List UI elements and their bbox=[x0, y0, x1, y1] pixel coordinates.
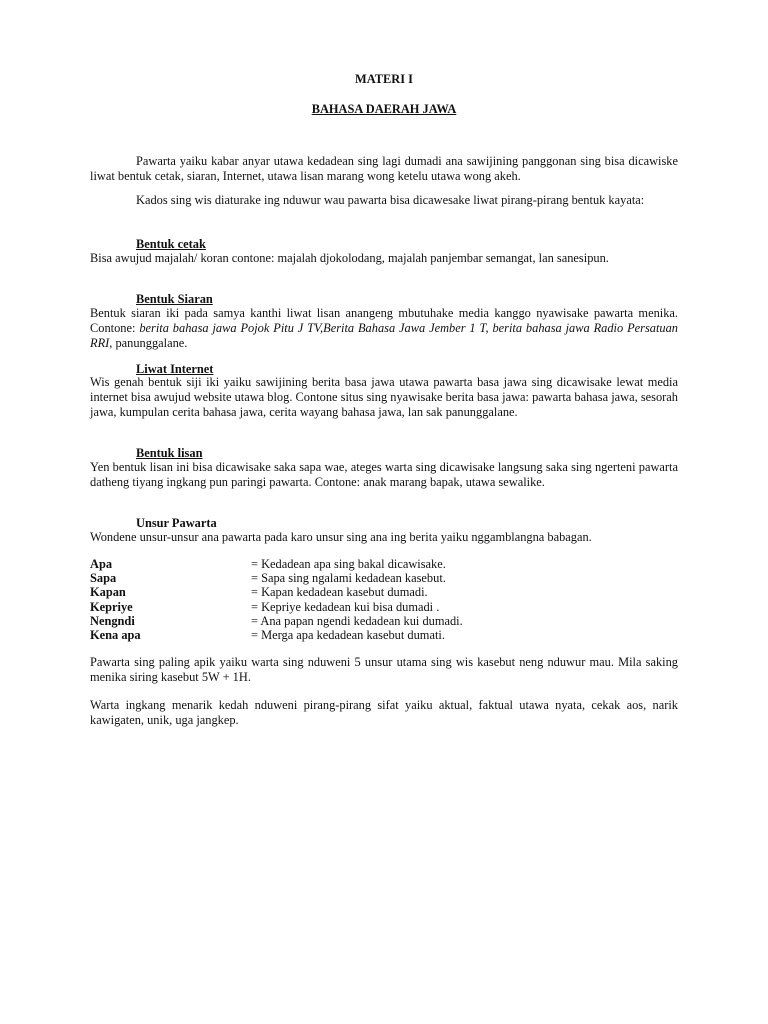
siaran-text-after: panunggalane. bbox=[112, 336, 188, 351]
siaran-text-before: Bentuk siaran iki pada samya kanthi liwat lisan anangeng mbutuhake media kanggo nyawisake pawarta menika. Contone: bbox=[90, 306, 678, 336]
paragraph-liwat-internet: Wis genah bentuk siji iki yaiku sawijining berita basa jawa utawa pawarta basa jawa sing dicawisake lewat media internet bisa awujud website utawa blog. Contone situs sing nyawisake berita basa jawa: pawarta bahasa jawa, sesorah jawa, kumpulan cerita bahasa jawa, cerita wayang bahasa jawa, lan sak panunggalane. bbox=[90, 375, 678, 420]
paragraph-bentuk-siaran bbox=[90, 306, 678, 352]
document-subtitle: BAHASA DAERAH JAWA bbox=[311, 102, 457, 116]
unsur-value: = Kedadean apa sing bakal dicawisake. bbox=[251, 557, 446, 571]
document-title: MATERI I bbox=[355, 72, 413, 86]
heading-bentuk-siaran: Bentuk Siaran bbox=[136, 292, 213, 306]
unsur-value: = Sapa sing ngalami kedadean kasebut. bbox=[251, 571, 446, 586]
unsur-row bbox=[90, 571, 678, 585]
heading-unsur-pawarta: Unsur Pawarta bbox=[136, 516, 217, 530]
siaran-text-italic: berita bahasa jawa Pojok Pitu J TV,Berita Bahasa Jawa Jember 1 T, berita bahasa jawa Radio Persatuan RRI, bbox=[90, 321, 679, 351]
unsur-table bbox=[90, 557, 678, 642]
unsur-row bbox=[90, 585, 678, 599]
closing-paragraph-2: Warta ingkang menarik kedah nduweni pirang-pirang sifat yaiku aktual, faktual utawa nyata, cekak aos, narik kawigaten, unik, uga jangkep. bbox=[90, 698, 678, 728]
unsur-row bbox=[90, 614, 678, 628]
paragraph-unsur-intro: Wondene unsur-unsur ana pawarta pada karo unsur sing ana ing berita yaiku nggamblangna babagan. bbox=[90, 530, 592, 544]
unsur-row bbox=[90, 628, 678, 642]
unsur-value: = Kepriye kedadean kui bisa dumadi . bbox=[251, 599, 440, 614]
heading-bentuk-lisan: Bentuk lisan bbox=[136, 446, 203, 460]
unsur-value: = Merga apa kedadean kasebut dumati. bbox=[251, 628, 445, 643]
unsur-key: Kapan bbox=[90, 585, 126, 600]
unsur-value: = Kapan kedadean kasebut dumadi. bbox=[251, 585, 428, 600]
unsur-key: Kena apa bbox=[90, 628, 141, 643]
paragraph-bentuk-lisan: Yen bentuk lisan ini bisa dicawisake saka sapa wae, ateges warta sing dicawisake langsung saka sing ngerteni pawarta datheng tiyang ingkang pun paringi pawarta. Contone: anak marang bapak, utawa sewalike. bbox=[90, 460, 678, 490]
unsur-row bbox=[90, 600, 678, 614]
intro-paragraph-1: Pawarta yaiku kabar anyar utawa kedadean sing lagi dumadi ana sawijining panggonan sing bisa dicawiske liwat bentuk cetak, siaran, Internet, utawa lisan marang wong ketelu utawa wong akeh. bbox=[90, 154, 678, 184]
heading-liwat-internet: Liwat Internet bbox=[136, 362, 214, 376]
unsur-key: Apa bbox=[90, 557, 113, 571]
closing-paragraph-1: Pawarta sing paling apik yaiku warta sing nduweni 5 unsur utama sing wis kasebut neng nduwur mau. Mila saking menika siring kasebut 5W + 1H. bbox=[90, 655, 678, 685]
unsur-value: = Ana papan ngendi kedadean kui dumadi. bbox=[251, 613, 463, 628]
unsur-row bbox=[90, 557, 678, 571]
unsur-key: Kepriye bbox=[90, 599, 133, 614]
unsur-key: Sapa bbox=[90, 571, 117, 586]
intro-paragraph-2: Kados sing wis diaturake ing nduwur wau pawarta bisa dicawesake liwat pirang-pirang bentuk kayata: bbox=[136, 193, 645, 207]
heading-bentuk-cetak: Bentuk cetak bbox=[136, 237, 206, 251]
paragraph-bentuk-cetak: Bisa awujud majalah/ koran contone: majalah djokolodang, majalah panjembar semangat, lan sanesipun. bbox=[90, 251, 609, 265]
unsur-key: Nengndi bbox=[90, 613, 135, 628]
